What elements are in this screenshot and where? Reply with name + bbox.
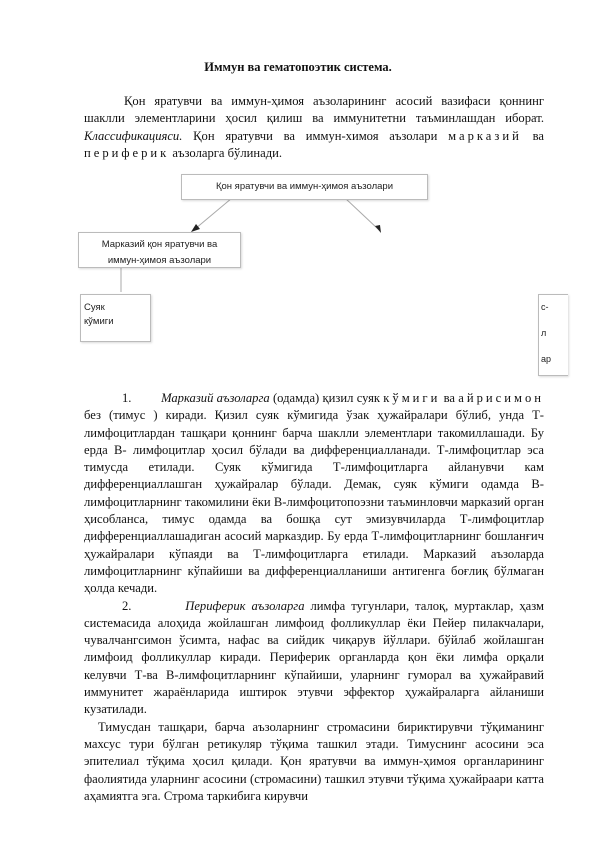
right-box-line-5: ар xyxy=(541,354,552,364)
section-1-text-a: (одамда) қизил суяк xyxy=(269,391,384,405)
bone-marrow-word: кўмиги xyxy=(383,391,441,405)
right-box-line-4 xyxy=(541,340,566,353)
section-2-text: лимфа тугунлари, талоқ, муртаклар, ҳазм системасида алоҳида жойлашган лимфоид фолликуллар ёки Пейер пилакчалари, чувалчангсимон ўсимта, нафас ва сийдик чиқарув йўллари. бўйлаб жойлашган лимфоид фолликуллар киради. Периферик органларда қон ёки лимфа орқали келувчи Т-ва В-лимфоцитларнинг кўпайиши, уларнинг гуморал ва ҳужайравий иммунитет жараёнларида иштирок этувчи эффектор ҳужайраларга айланиши кузатилади. xyxy=(84,598,544,717)
section-1-number: 1. xyxy=(122,391,132,405)
page-title: Иммун ва гематопоэтик система. xyxy=(204,60,392,74)
section-1-term: Марказий аъзоларга xyxy=(161,391,270,405)
section-1-text-c: без (тимус ) киради. Қизил суяк кўмигида ўзак ҳужайралари бўлиб, унда Т-лимфоцитлардан ташқари қоннинг барча шаклли элементлари такомиллашади. Бу ерда В- лимфоцитлар ҳосил бўлади ва дифференциалланади. Т-лимфоцитлар эса тимусда етилади. Суяк кўмигида Т-лимфоцитларга айланувчи кам дифференциаллашган ҳужайралар бўлади. Демак, суяк кўмиги одамда В-лимфоцитларнинг такомилини ёки В-лимфоцитопоэзни таъминловчи марказий орган ҳисобланса, тимус одамда ва бошқа сут эмизувчиларда Т-лимфоцитлар дифференциаллашадиган асосий марказдир. Бу ерда Т-лимфоцитларнинг бошланғич ҳужайралари кўпаяди ва Т-лимфоцитларга етилади. Марказий аъзоларда лимфоцитларнинг кўпайиши ва дифференциалланиши антигенга боғлиқ бўлмаган ҳолда кечади. xyxy=(84,408,544,596)
central-box-line-2: иммун-ҳимоя аъзолари xyxy=(107,255,212,266)
right-box-line-1: с- xyxy=(541,302,549,312)
section-2 xyxy=(84,598,544,719)
classification-label: Классификацияси. xyxy=(84,128,183,143)
and-word: ва xyxy=(521,128,544,143)
central-word: марказий xyxy=(448,128,522,143)
right-box-line-3: л xyxy=(541,328,547,338)
paragraph-3: Тимусдан ташқари, барча аъзоларнинг стромасини бириктирувчи тўқиманинг махсус тури бўлган ретикуляр тўқима ташкил этади. Тимуснинг асосини эса эпителиал тўқима ҳосил қилади. Қон яратувчи ва иммун-ҳимоя органларининг фаолиятида уларнинг асосини (стромасини) ташкил этувчи тўқима ҳужайраари катта аҳамиятга эга. Строма таркибига кирувчи xyxy=(84,719,544,803)
diagram-root-box: Қон яратувчи ва иммун-ҳимоя аъзолари xyxy=(181,174,428,200)
intro-text-2: Қон яратувчи ва иммун-химоя аъзолари xyxy=(182,128,449,143)
intro-text-3: аъзоларга бўлинади. xyxy=(169,145,282,160)
diagram-central-organs-box xyxy=(78,232,241,268)
central-box-line-1: Марказий қон яратувчи ва xyxy=(101,239,218,250)
thymus-word: айрисимон xyxy=(458,391,544,405)
section-2-number: 2. xyxy=(122,598,132,613)
section-2-term: Периферик аъзоларга xyxy=(185,598,305,613)
section-1 xyxy=(84,390,544,598)
right-box-line-2 xyxy=(541,314,566,327)
diagram-bone-marrow-box xyxy=(80,294,151,342)
bone-box-line-1: Суяк xyxy=(84,302,105,313)
section-1-text-b: ва xyxy=(440,391,459,405)
body-sections xyxy=(84,390,544,805)
peripheral-word: периферик xyxy=(84,145,170,160)
bone-box-line-2: кўмиги xyxy=(84,316,114,327)
intro-text-1: Қон яратувчи ва иммун-ҳимоя аъзоларининг асосий вазифаси қоннинг шаклли элементларини ҳосил қилиш ва иммунитетни таъминлашдан иборат. xyxy=(84,94,544,126)
diagram-cut-off-box xyxy=(538,294,568,376)
